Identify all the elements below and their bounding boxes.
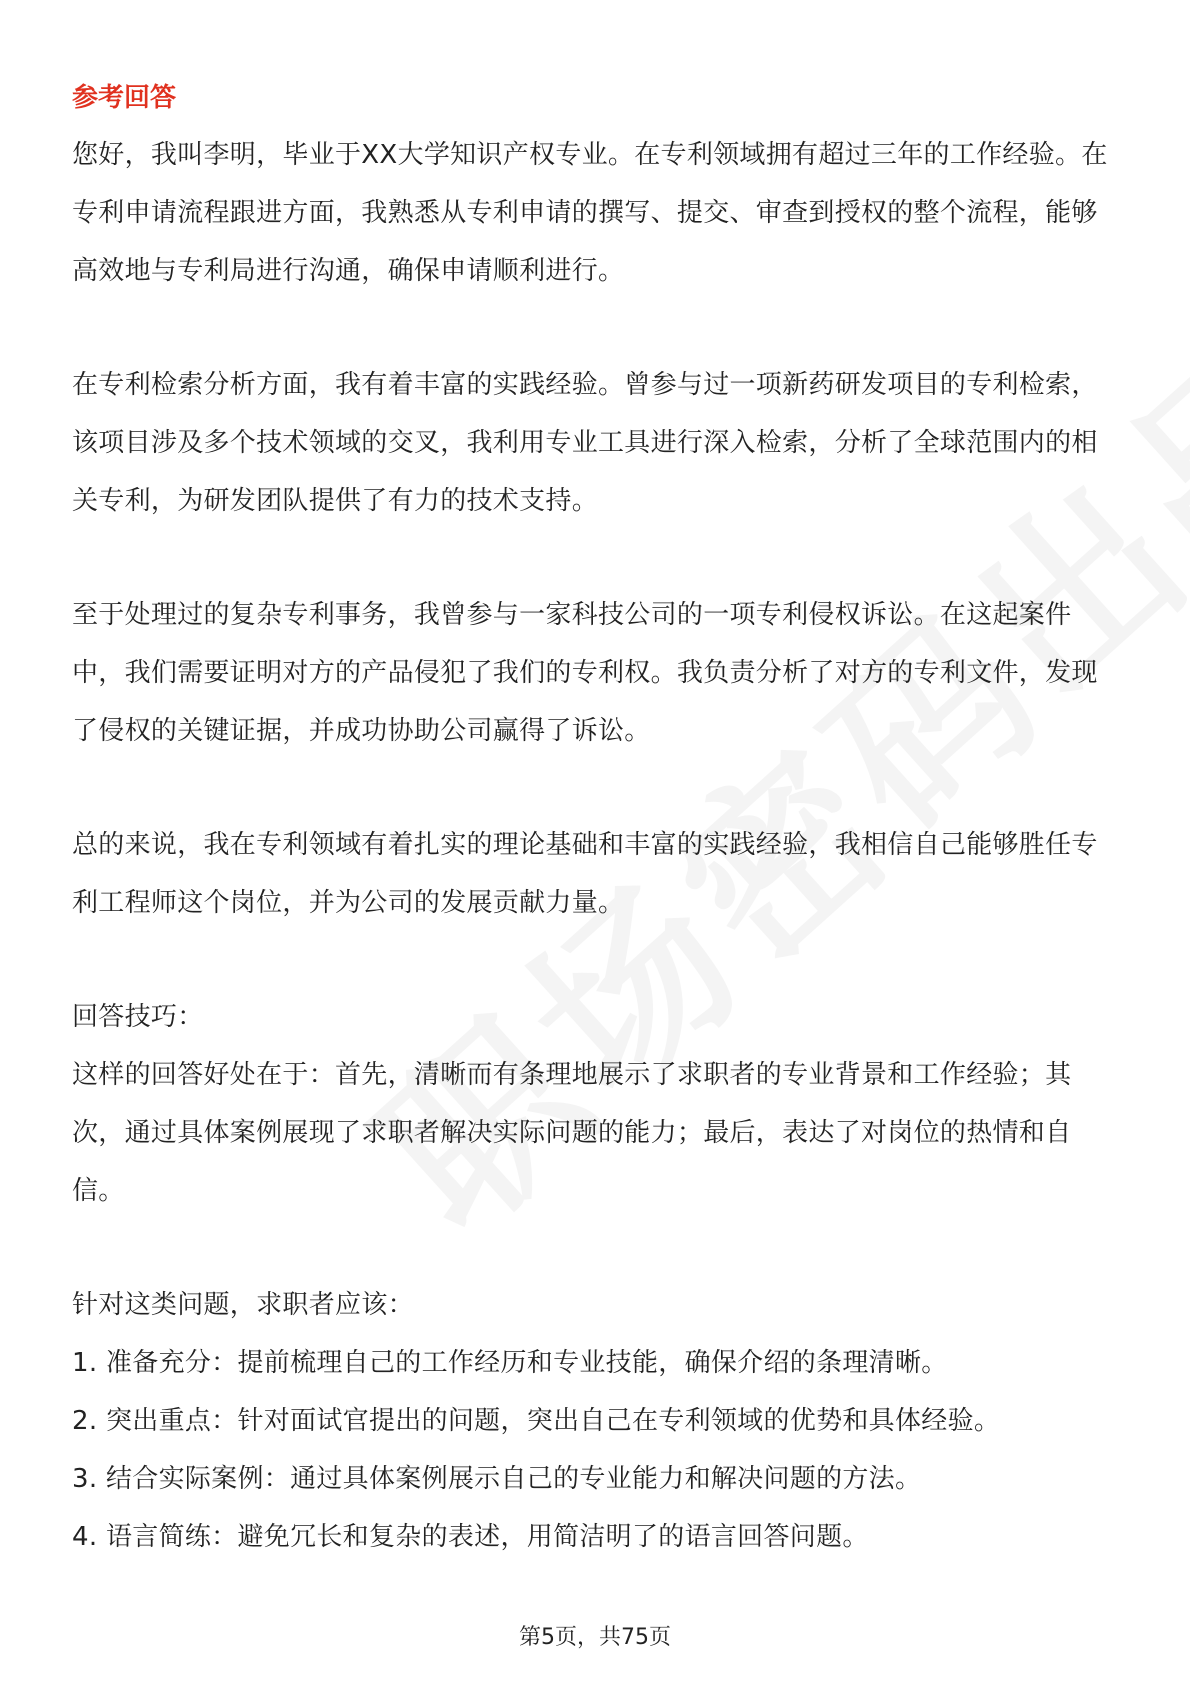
paragraph-spacer — [72, 530, 1122, 586]
answer-paragraph-1: 您好，我叫李明，毕业于XX大学知识产权专业。在专利领域拥有超过三年的工作经验。在专利申请流程跟进方面，我熟悉从专利申请的撰写、提交、审查到授权的整个流程，能够高效地与专利局进行沟通，确保申请顺利进行。 — [72, 140, 1108, 286]
answer-paragraph-4: 总的来说，我在专利领域有着扎实的理论基础和丰富的实践经验，我相信自己能够胜任专利工程师这个岗位，并为公司的发展贡献力量。 — [72, 830, 1098, 918]
paragraph-spacer — [72, 932, 1122, 988]
paragraph-spacer — [72, 1220, 1122, 1276]
paragraph-spacer — [72, 760, 1122, 816]
tips-text: 这样的回答好处在于：首先，清晰而有条理地展示了求职者的专业背景和工作经验；其次，通过具体案例展现了求职者解决实际问题的能力；最后，表达了对岗位的热情和自信。 — [72, 1060, 1072, 1206]
advice-item: 4. 语言简练：避免冗长和复杂的表述，用简洁明了的语言回答问题。 — [72, 1522, 869, 1552]
tips-title: 回答技巧： — [72, 1002, 204, 1032]
advice-title: 针对这类问题，求职者应该： — [72, 1290, 414, 1320]
section-heading: 参考回答 — [72, 83, 177, 113]
paragraph-spacer — [72, 300, 1122, 356]
page-number: 第5页，共75页 — [519, 1625, 671, 1650]
answer-paragraph-3: 至于处理过的复杂专利事务，我曾参与一家科技公司的一项专利侵权诉讼。在这起案件中，我们需要证明对方的产品侵犯了我们的专利权。我负责分析了对方的专利文件，发现了侵权的关键证据，并成功协助公司赢得了诉讼。 — [72, 600, 1098, 746]
advice-item: 2. 突出重点：针对面试官提出的问题，突出自己在专利领域的优势和具体经验。 — [72, 1406, 1001, 1436]
document-body — [72, 70, 1122, 1566]
advice-item: 1. 准备充分：提前梳理自己的工作经历和专业技能，确保介绍的条理清晰。 — [72, 1348, 948, 1378]
answer-paragraph-2: 在专利检索分析方面，我有着丰富的实践经验。曾参与过一项新药研发项目的专利检索，该项目涉及多个技术领域的交叉，我利用专业工具进行深入检索，分析了全球范围内的相关专利，为研发团队提供了有力的技术支持。 — [72, 370, 1098, 516]
advice-item: 3. 结合实际案例：通过具体案例展示自己的专业能力和解决问题的方法。 — [72, 1464, 922, 1494]
